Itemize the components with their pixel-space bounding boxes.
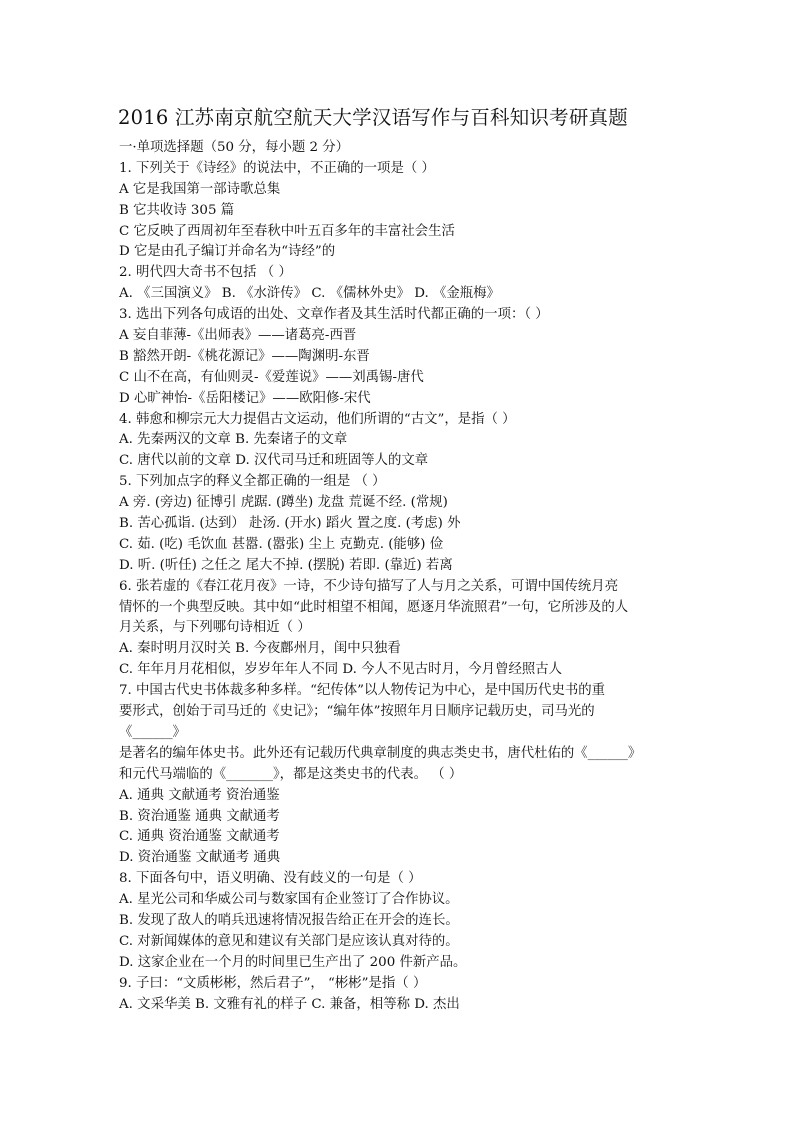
question-2-options: A. 《三国演义》 B. 《水浒传》 C. 《儒林外史》 D. 《金瓶梅》	[119, 286, 500, 302]
question-6-options-ab: A. 秦时明月汉时关 B. 今夜鄜州月，闺中只独看	[119, 641, 401, 657]
question-7-option-c: C. 通典 资治通鉴 文献通考	[119, 829, 280, 845]
question-7-line-5: 和元代马端临的《_______》，都是这类史书的代表。 （ ）	[119, 766, 463, 782]
question-6-line-2: 情怀的一个典型反映。其中如“此时相望不相闻，愿逐月华流照君”一句，它所涉及的人	[119, 599, 629, 615]
question-5-option-d: D. 听. (听任) 之任之 尾大不掉. (摆脱) 若即. (靠近) 若离	[119, 557, 453, 573]
question-7-option-d: D. 资治通鉴 文献通考 通典	[119, 850, 281, 866]
question-5-option-a: A 旁. (旁边) 征博引 虎踞. (蹲坐) 龙盘 荒诞不经. (常规)	[119, 495, 448, 511]
question-8-option-b: B. 发现了敌人的哨兵迅速将情况报告给正在开会的连长。	[119, 912, 459, 928]
question-7-option-a: A. 通典 文献通考 资治通鉴	[119, 787, 280, 803]
question-2: 2. 明代四大奇书不包括 （ ）	[119, 265, 292, 281]
question-9: 9. 子曰：“文质彬彬，然后君子”， “彬彬”是指（ ）	[119, 975, 427, 991]
question-8: 8. 下面各句中，语义明确、没有歧义的一句是（ ）	[119, 871, 422, 887]
question-3-option-d: D 心旷神怡-《岳阳楼记》——欧阳修-宋代	[119, 390, 371, 406]
question-4-options-cd: C. 唐代以前的文章 D. 汉代司马迁和班固等人的文章	[119, 453, 429, 469]
section-heading: 一·单项选择题（50 分，每小题 2 分）	[119, 140, 350, 155]
question-5-option-c: C. 茹. (吃) 毛饮血 甚嚣. (嚣张) 尘上 克勤克. (能够) 俭	[119, 536, 444, 552]
question-1-option-b: B 它共收诗 305 篇	[119, 202, 235, 218]
question-1: 1. 下列关于《诗经》的说法中，不正确的一项是（ ）	[119, 160, 435, 176]
question-7-line-1: 7. 中国古代史书体裁多种多样。“纪传体”以人物传记为中心，是中国历代史书的重	[119, 683, 606, 699]
question-7-line-3: 《______》	[119, 724, 186, 740]
question-1-option-c: C 它反映了西周初年至春秋中叶五百多年的丰富社会生活	[119, 223, 455, 239]
question-5-option-b: B. 苦心孤诣. (达到） 赴汤. (开水) 蹈火 置之度. (考虑) 外	[119, 516, 461, 532]
question-8-option-d: D. 这家企业在一个月的时间里已生产出了 200 件新产品。	[119, 954, 467, 970]
question-3-option-b: B 豁然开朗-《桃花源记》——陶渊明-东晋	[119, 348, 370, 364]
question-7-line-2: 要形式，创始于司马迁的《史记》；“编年体”按照年月日顺序记载历史，司马光的	[119, 704, 595, 720]
question-7-option-b: B. 资治通鉴 通典 文献通考	[119, 808, 280, 824]
question-3: 3. 选出下列各句成语的出处、文章作者及其生活时代都正确的一项：（ ）	[119, 307, 549, 323]
question-4: 4. 韩愈和柳宗元大力提倡古文运动，他们所谓的“古文”，是指（ ）	[119, 411, 516, 427]
question-6-line-3: 月关系，与下列哪句诗相近（ ）	[119, 620, 311, 636]
question-9-options: A. 文采华美 B. 文雅有礼的样子 C. 兼备，相等称 D. 杰出	[119, 996, 460, 1012]
question-7-line-4: 是著名的编年体史书。此外还有记载历代典章制度的典志类史书，唐代杜佑的《______》	[119, 745, 642, 761]
question-8-option-c: C. 对新闻媒体的意见和建议有关部门是应该认真对待的。	[119, 933, 459, 949]
document-title: 2016 江苏南京航空航天大学汉语写作与百科知识考研真题	[118, 106, 628, 129]
question-5: 5. 下列加点字的释义全都正确的一组是 （ ）	[119, 474, 386, 490]
question-6-line-1: 6. 张若虚的《春江花月夜》一诗，不少诗句描写了人与月之关系，可谓中国传统月亮	[119, 578, 619, 594]
question-1-option-a: A 它是我国第一部诗歌总集	[119, 181, 281, 197]
document-body	[119, 138, 759, 1015]
question-6-options-cd: C. 年年月月花相似，岁岁年年人不同 D. 今人不见古时月，今月曾经照古人	[119, 662, 563, 678]
question-4-options-ab: A. 先秦两汉的文章 B. 先秦诸子的文章	[119, 432, 348, 448]
question-8-option-a: A. 星光公司和华威公司与数家国有企业签订了合作协议。	[119, 892, 459, 908]
question-1-option-d: D 它是由孔子编订并命名为“诗经”的	[119, 244, 336, 260]
question-3-option-a: A 妄自菲薄-《出师表》——诸葛亮-西晋	[119, 328, 357, 344]
question-3-option-c: C 山不在高，有仙则灵-《爱莲说》——刘禹锡-唐代	[119, 369, 424, 385]
